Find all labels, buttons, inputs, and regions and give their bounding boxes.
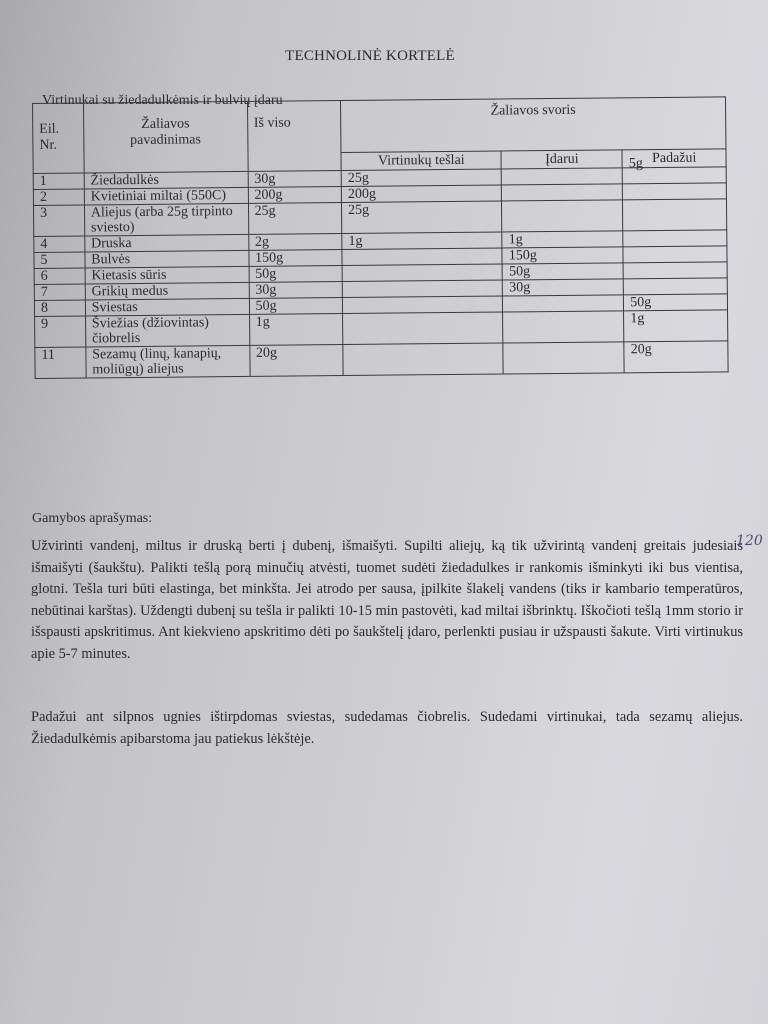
cell-filling: 50g [502,263,623,280]
cell-name: Šviežias (džiovintas) čiobrelis [85,314,249,347]
cell-total: 30g [249,282,343,299]
recipe-title: Virtinukai su žiedadulkėmis ir bulvių įdaru [42,93,283,108]
header-name [83,101,247,173]
cell-nr: 2 [33,189,84,205]
header-dough [341,151,501,171]
cell-name: Grikių medus [85,282,249,300]
cell-total: 200g [248,187,342,204]
cell-filling: 1g [502,231,623,248]
cell-name: Druska [85,234,249,252]
cell-total: 2g [248,234,342,251]
cell-filling [503,311,624,343]
header-sauce-value: 5g [628,156,643,172]
table-header-row [33,97,726,156]
handwritten-note: 120 [736,533,763,549]
header-weight-group-label: Žaliavos svoris [490,102,576,119]
cell-sauce: 20g [624,341,728,373]
cell-name: Žiedadulkės [84,171,248,189]
cell-dough [342,280,502,298]
cell-sauce: 1g [624,310,728,342]
header-weight-group [341,97,726,153]
cell-nr: 7 [34,284,85,300]
header-dough-label: Virtinukų tešlai [377,152,465,169]
cell-total: 50g [249,266,343,283]
cell-nr: 8 [34,300,85,316]
cell-sauce [623,246,727,263]
header-filling-label: Įdarui [545,151,579,168]
header-nr [33,103,84,173]
cell-nr: 1 [33,173,84,189]
cell-nr: 4 [34,236,85,252]
cell-dough [342,264,502,282]
cell-total: 1g [249,314,343,346]
cell-dough: 25g [342,201,503,234]
cell-dough [342,248,502,266]
cell-nr: 6 [34,268,85,284]
cell-nr: 3 [33,205,84,236]
cell-dough [342,296,502,314]
cell-nr: 5 [34,252,85,268]
header-filling [501,150,622,169]
cell-name: Kvietiniai miltai (550C) [84,187,248,205]
table-row [35,341,728,379]
cell-filling: 150g [502,247,623,264]
cell-filling [502,184,623,201]
cell-dough: 25g [341,169,501,187]
cell-nr: 11 [35,347,86,378]
description-paragraph: Užvirinti vandenį, miltus ir druską berti į dubenį, išmaišyti. Supilti aliejų, ką tik užvirintą vandenį greitais judesiais išmaišyti (šaukštu). Palikti tešlą porą minučių atvėsti, tuomet sudėti žiedadulkes ir rankomis išminkyti iki bus vientisa, glotni. Tešla turi būti elastinga, bet minkšta. Jei atrodo per sausa, įpilkite šlakelį vandens (tiks ir kambario temperatūros, nebūtinai karštas). Uždengti dubenį su tešla ir palikti 10-15 min pastovėti, kad miltai išbrinktų. Iškočioti tešlą 1mm storio ir išspausti apskritimus. Ant kiekvieno apskritimo dėti po šaukštelį įdaro, perlenkti pusiau ir užspausti šakute. Virti virtinukus apie 5-7 minutes. [31,538,743,662]
description-heading: Gamybos aprašymas: [32,511,153,526]
header-name-label: Žaliavos pavadinimas [130,116,201,149]
header-nr-label: Eil. Nr. [39,121,60,153]
cell-total: 50g [249,298,343,315]
cell-name: Kietasis sūris [85,266,249,284]
cell-filling [503,295,624,312]
cell-total: 20g [249,345,343,377]
cell-sauce [623,230,727,247]
cell-dough: 200g [341,185,501,203]
description-paragraph: Padažui ant silpnos ugnies ištirpdomas sviestas, sudedamas čiobrelis. Sudedami virtinukai, tada sezamų aliejus. Žiedadulkėmis apibarstoma jau patiekus lėkštėje. [31,709,743,747]
cell-dough: 1g [342,232,502,250]
cell-sauce [623,262,727,279]
cell-sauce [623,278,727,295]
cell-filling [502,200,623,232]
header-sauce-label: Padažui [651,150,697,167]
cell-dough [343,312,504,345]
cell-total: 25g [248,203,342,235]
document-title: TECHNOLINĖ KORTELĖ [285,48,455,64]
cell-dough [343,343,504,376]
cell-name: Sezamų (linų, kanapių, moliūgų) aliejus [86,345,250,378]
cell-total: 150g [249,250,343,267]
ingredients-table [32,96,729,379]
cell-sauce [623,199,727,231]
cell-filling [502,168,623,185]
header-total-label: Iš viso [253,115,291,131]
cell-nr: 9 [35,316,86,347]
cell-name: Aliejus (arba 25g tirpinto sviesto) [84,203,248,236]
cell-name: Sviestas [85,298,249,316]
cell-sauce: 50g [624,294,728,311]
cell-filling [503,342,624,374]
cell-sauce [623,183,727,200]
cell-name: Bulvės [85,250,249,268]
cell-total: 30g [248,171,342,188]
cell-filling: 30g [503,279,624,296]
header-total [247,101,341,172]
